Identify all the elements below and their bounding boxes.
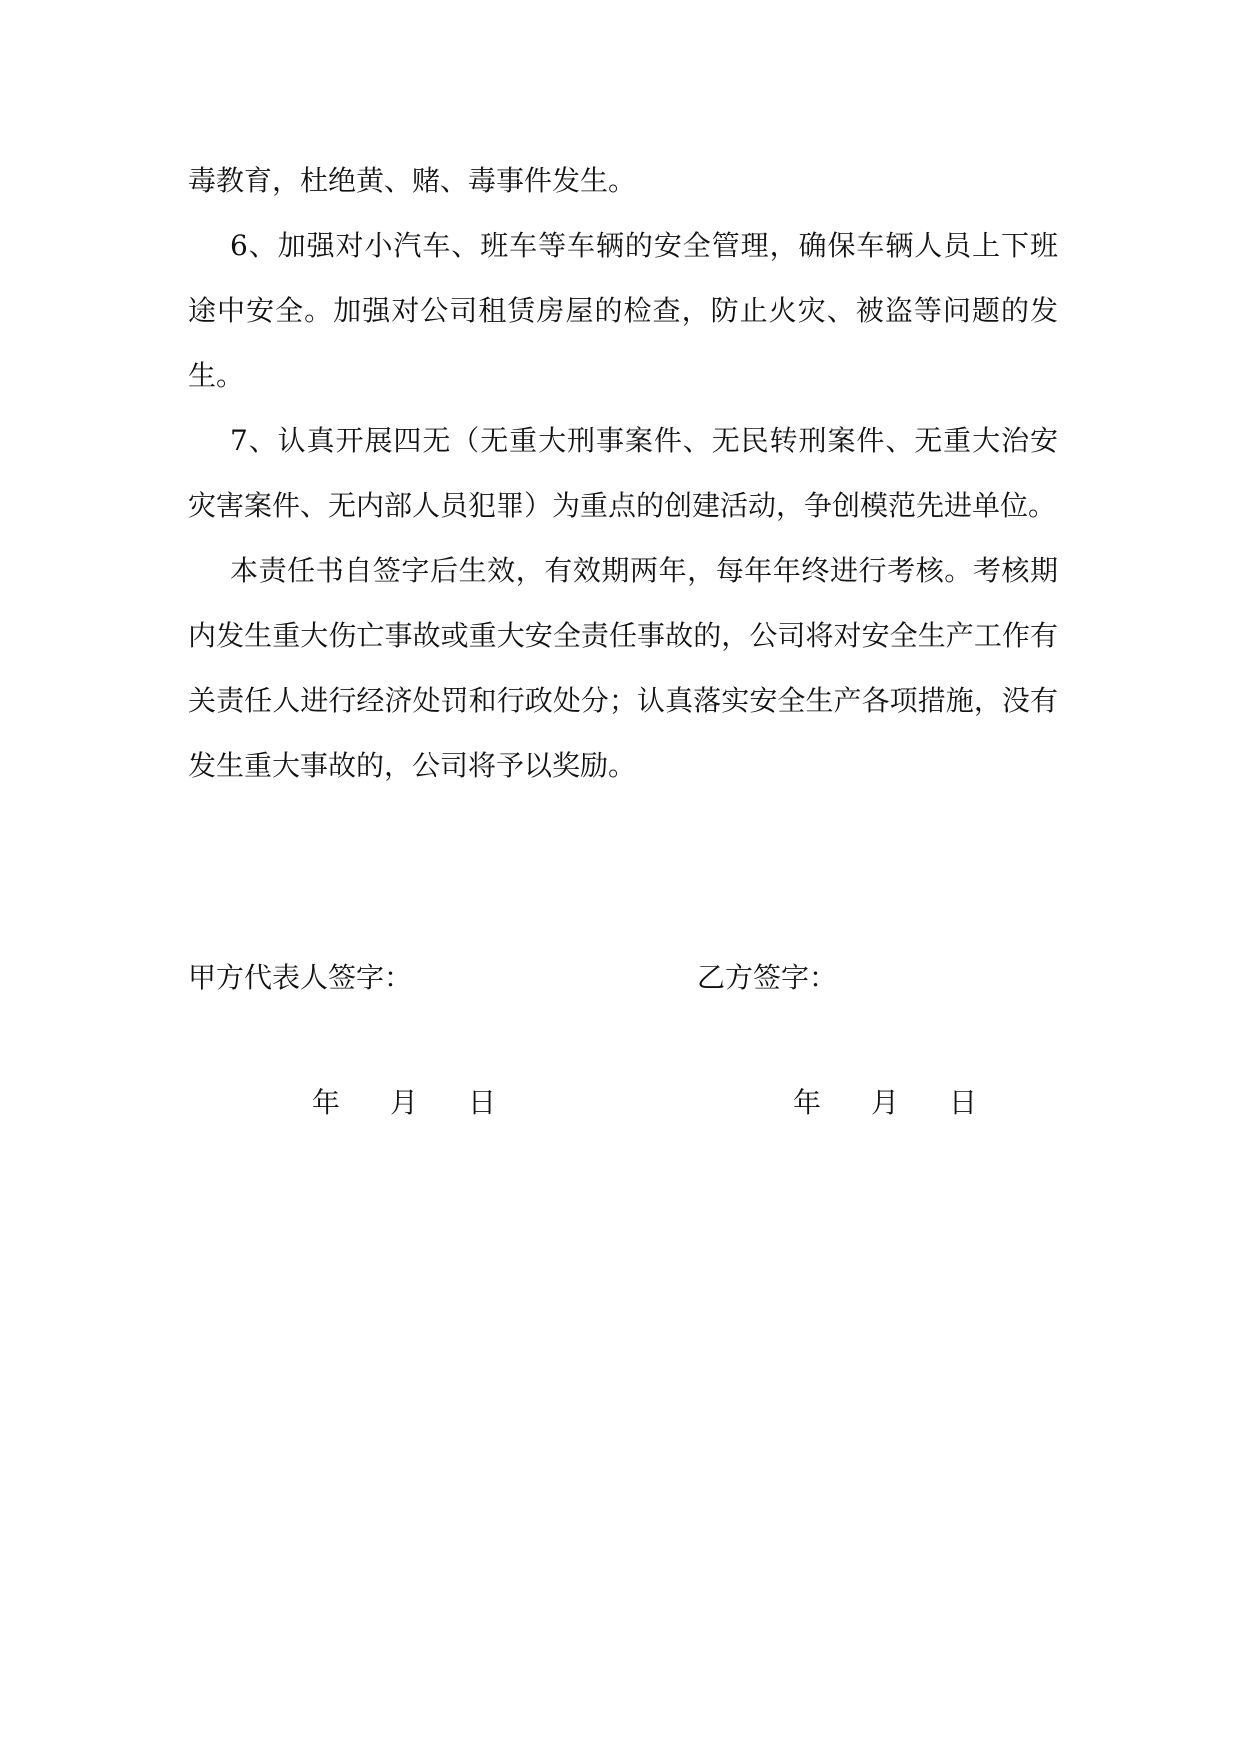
party-b-year-label: 年 <box>793 1086 822 1119</box>
party-a-date <box>312 1083 496 1123</box>
party-b-day-label: 日 <box>949 1086 978 1119</box>
party-a-signature-label: 甲方代表人签字： <box>188 961 413 994</box>
paragraph-validity-terms: 本责任书自签字后生效，有效期两年，每年年终进行考核。考核期内发生重大伤亡事故或重大安全责任事故的，公司将对安全生产工作有关责任人进行经济处罚和行政处分；认真落实安全生产各项措施，没有发生重大事故的，公司将予以奖励。 <box>188 554 1058 782</box>
party-b-signature-label: 乙方签字： <box>697 961 838 994</box>
party-b-month-label: 月 <box>871 1086 900 1119</box>
document-body <box>188 148 1058 798</box>
party-b-date <box>793 1083 977 1123</box>
party-a-month-label: 月 <box>390 1086 419 1119</box>
party-a-day-label: 日 <box>468 1086 497 1119</box>
paragraph-continuation: 毒教育，杜绝黄、赌、毒事件发生。 <box>188 164 637 197</box>
paragraph-item-6: 6、加强对小汽车、班车等车辆的安全管理，确保车辆人员上下班途中安全。加强对公司租赁房屋的检查，防止火灾、被盗等问题的发生。 <box>188 229 1058 392</box>
party-a-year-label: 年 <box>312 1086 341 1119</box>
paragraph-item-7: 7、认真开展四无（无重大刑事案件、无民转刑案件、无重大治安灾害案件、无内部人员犯罪）为重点的创建活动，争创模范先进单位。 <box>188 424 1058 522</box>
